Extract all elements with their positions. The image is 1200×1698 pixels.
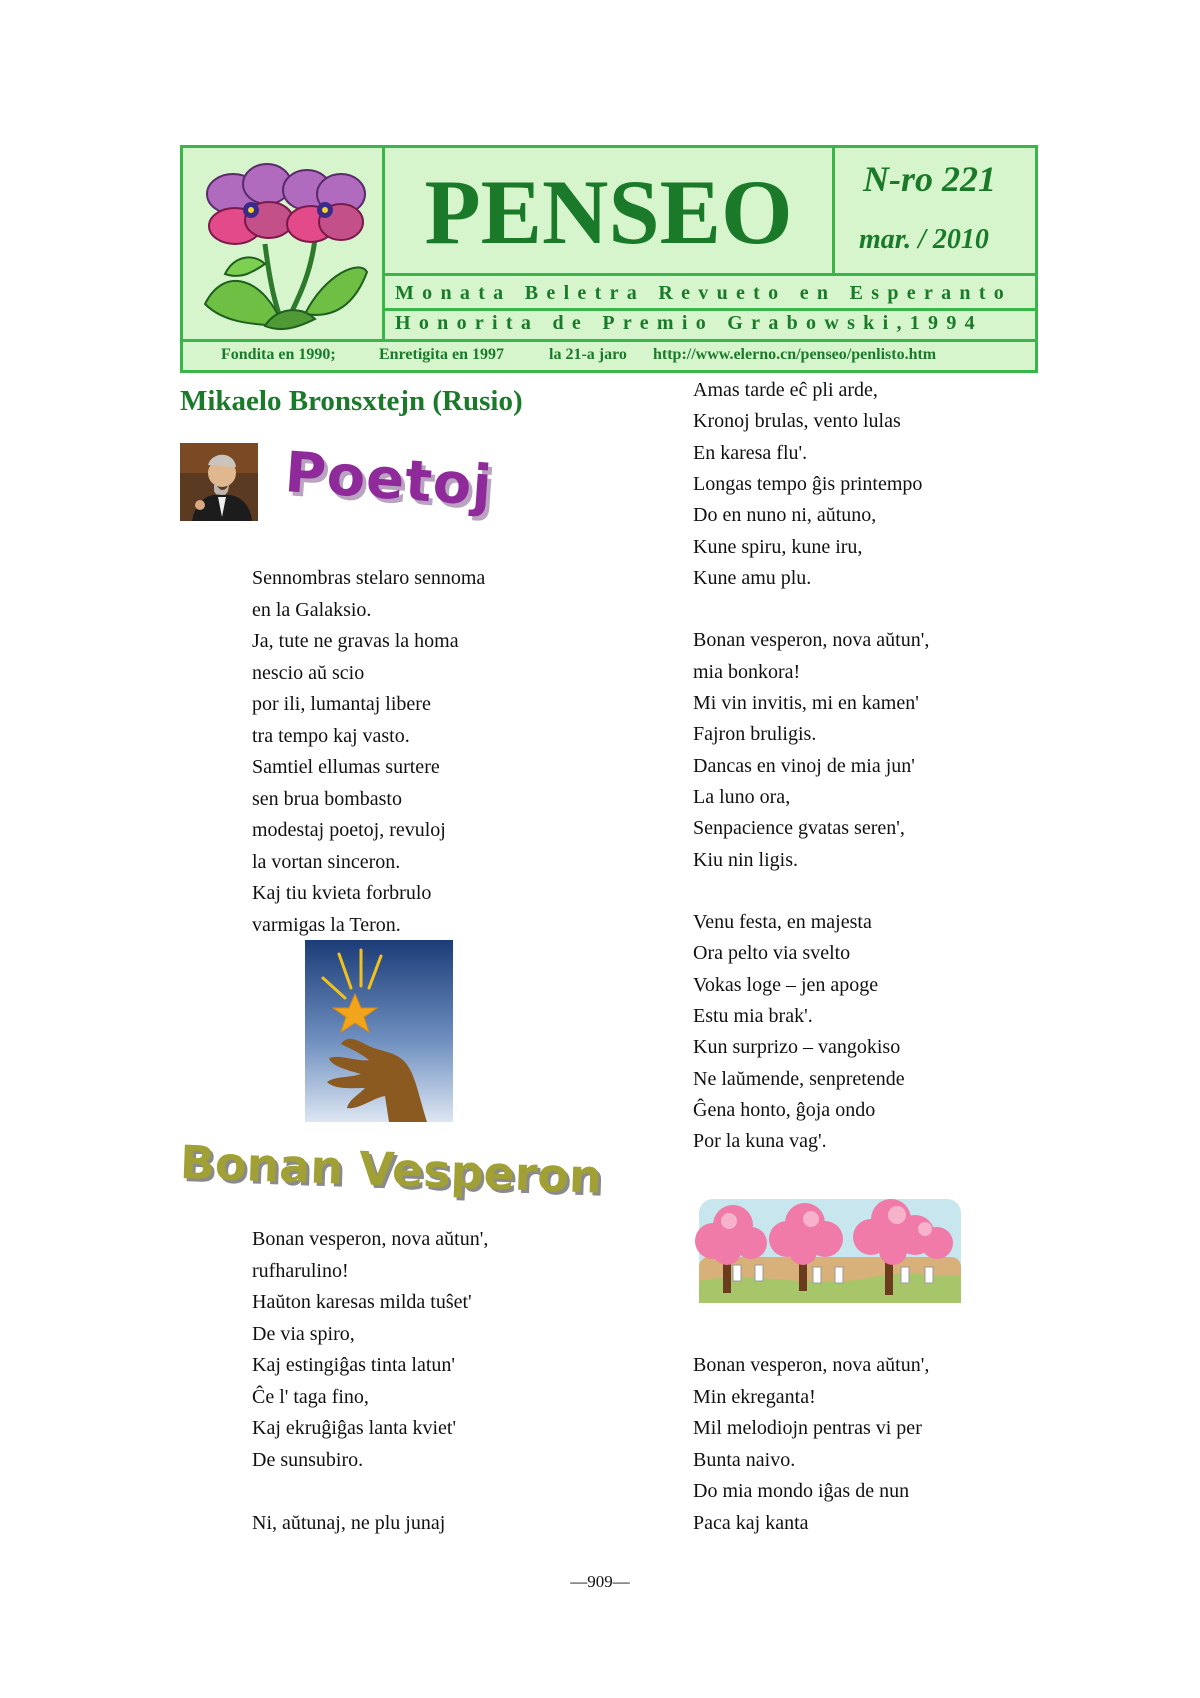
poem-line: Mil melodiojn pentras vi per: [693, 1417, 922, 1439]
poem-line: Longas tempo ĝis printempo: [693, 472, 923, 495]
poem-line: La luno ora,: [693, 785, 791, 808]
poem-title-wordart: Bonan Vesperon: [179, 1135, 603, 1204]
poem-line: Kaj estingiĝas tinta latun': [252, 1354, 456, 1376]
poem-line: Kronoj brulas, vento lulas: [693, 410, 901, 433]
poem-line: mia bonkora!: [693, 660, 801, 683]
poem-line: Estu mia brak'.: [693, 1005, 813, 1027]
poem-line: Ni, aŭtunaj, ne plu junaj: [252, 1511, 446, 1534]
poem-line: De via spiro,: [252, 1322, 355, 1345]
poem-line: Bonan vesperon, nova aŭtun',: [252, 1228, 489, 1250]
author-name: Mikaelo Bronsxtejn (Rusio): [180, 385, 523, 417]
poem-line: sen brua bombasto: [252, 787, 402, 810]
website-link[interactable]: http://www.elerno.cn/penseo/penlisto.htm: [653, 346, 937, 363]
poem-line: tra tempo kaj vasto.: [252, 724, 410, 747]
poem-line: la vortan sinceron.: [252, 850, 401, 873]
poem-line: Samtiel ellumas surtere: [252, 756, 440, 778]
poem-line: Bunta naivo.: [693, 1448, 796, 1471]
poem-line: en la Galaksio.: [252, 598, 372, 621]
masthead-divider: [385, 308, 1035, 311]
pansy-flower-icon: [195, 154, 373, 336]
poem-line: Paca kaj kanta: [693, 1511, 809, 1534]
poem-line: Dancas en vinoj de mia jun': [693, 754, 915, 777]
poem-line: Fajron bruligis.: [693, 723, 817, 746]
masthead-logo: [183, 148, 385, 339]
section-wordart-poetoj: Poetoj: [282, 440, 495, 520]
poem-line: Do mia mondo iĝas de nun: [693, 1480, 910, 1502]
poem-line: En karesa flu'.: [693, 441, 808, 464]
masthead-subtitle-2: Honorita de Premio Grabowski,1994: [395, 312, 983, 334]
poem-line: Por la kuna vag'.: [693, 1130, 827, 1153]
poem-line: Venu festa, en majesta: [693, 911, 872, 934]
poem-line: Bonan vesperon, nova aŭtun',: [693, 1354, 930, 1376]
poem-line: varmigas la Teron.: [252, 913, 401, 936]
poem-line: por ili, lumantaj libere: [252, 693, 431, 715]
poem-line: Kune spiru, kune iru,: [693, 535, 863, 558]
masthead: [180, 145, 1038, 373]
year-text: la 21-a jaro: [549, 346, 627, 363]
poem-line: Vokas loge – jen apoge: [693, 973, 879, 996]
poem-line: Senpacience gvatas seren',: [693, 817, 905, 840]
poem-line: Ĝena honto, ĝoja ondo: [693, 1098, 876, 1121]
poem-line: Kun surprizo – vangokiso: [693, 1036, 901, 1059]
poem-line: Do en nuno ni, aŭtuno,: [693, 504, 877, 527]
issue-date: mar. / 2010: [859, 224, 989, 255]
poem-line: modestaj poetoj, revuloj: [252, 819, 446, 841]
registered-text: Enretigita en 1997: [379, 346, 505, 363]
poem-line: Amas tarde eĉ pli arde,: [693, 379, 878, 401]
poem-line: Ĉe l' taga fino,: [252, 1385, 369, 1408]
poem-line: Mi vin invitis, mi en kamen': [693, 692, 919, 714]
masthead-subtitle-1: Monata Beletra Revueto en Esperanto: [395, 282, 1013, 304]
poem-line: Ora pelto via svelto: [693, 942, 851, 965]
poem-line: Kaj tiu kvieta forbrulo: [252, 882, 432, 904]
poem-line: De sunsubiro.: [252, 1448, 364, 1471]
issue-number: N-ro 221: [863, 159, 996, 199]
masthead-title: PENSEO: [424, 161, 793, 263]
poem-line: Ne laŭmende, senpretende: [693, 1067, 905, 1090]
author-photo: [180, 443, 258, 521]
page-number: —909—: [570, 1572, 630, 1591]
poem-line: Sennombras stelaro sennoma: [252, 567, 486, 589]
masthead-issue-cell: [835, 148, 1035, 276]
poem-line: Haŭton karesas milda tuŝet': [252, 1291, 472, 1313]
poem-line: rufharulino!: [252, 1259, 349, 1282]
poem-line: Kaj ekruĝiĝas lanta kviet': [252, 1417, 457, 1439]
poem-line: Kiu nin ligis.: [693, 848, 799, 871]
masthead-title-cell: [385, 148, 835, 276]
poem-line: Kune amu plu.: [693, 566, 812, 589]
poem-line: Min ekreganta!: [693, 1385, 816, 1408]
founded-text: Fondita en 1990;: [221, 346, 336, 363]
poem-line: Ja, tute ne gravas la homa: [252, 630, 459, 652]
poem-line: Bonan vesperon, nova aŭtun',: [693, 629, 930, 652]
masthead-footer: [183, 339, 1035, 370]
poem-line: nescio aŭ scio: [252, 661, 365, 684]
blossom-trees-icon: [693, 1195, 965, 1307]
star-hand-icon: [305, 940, 453, 1122]
